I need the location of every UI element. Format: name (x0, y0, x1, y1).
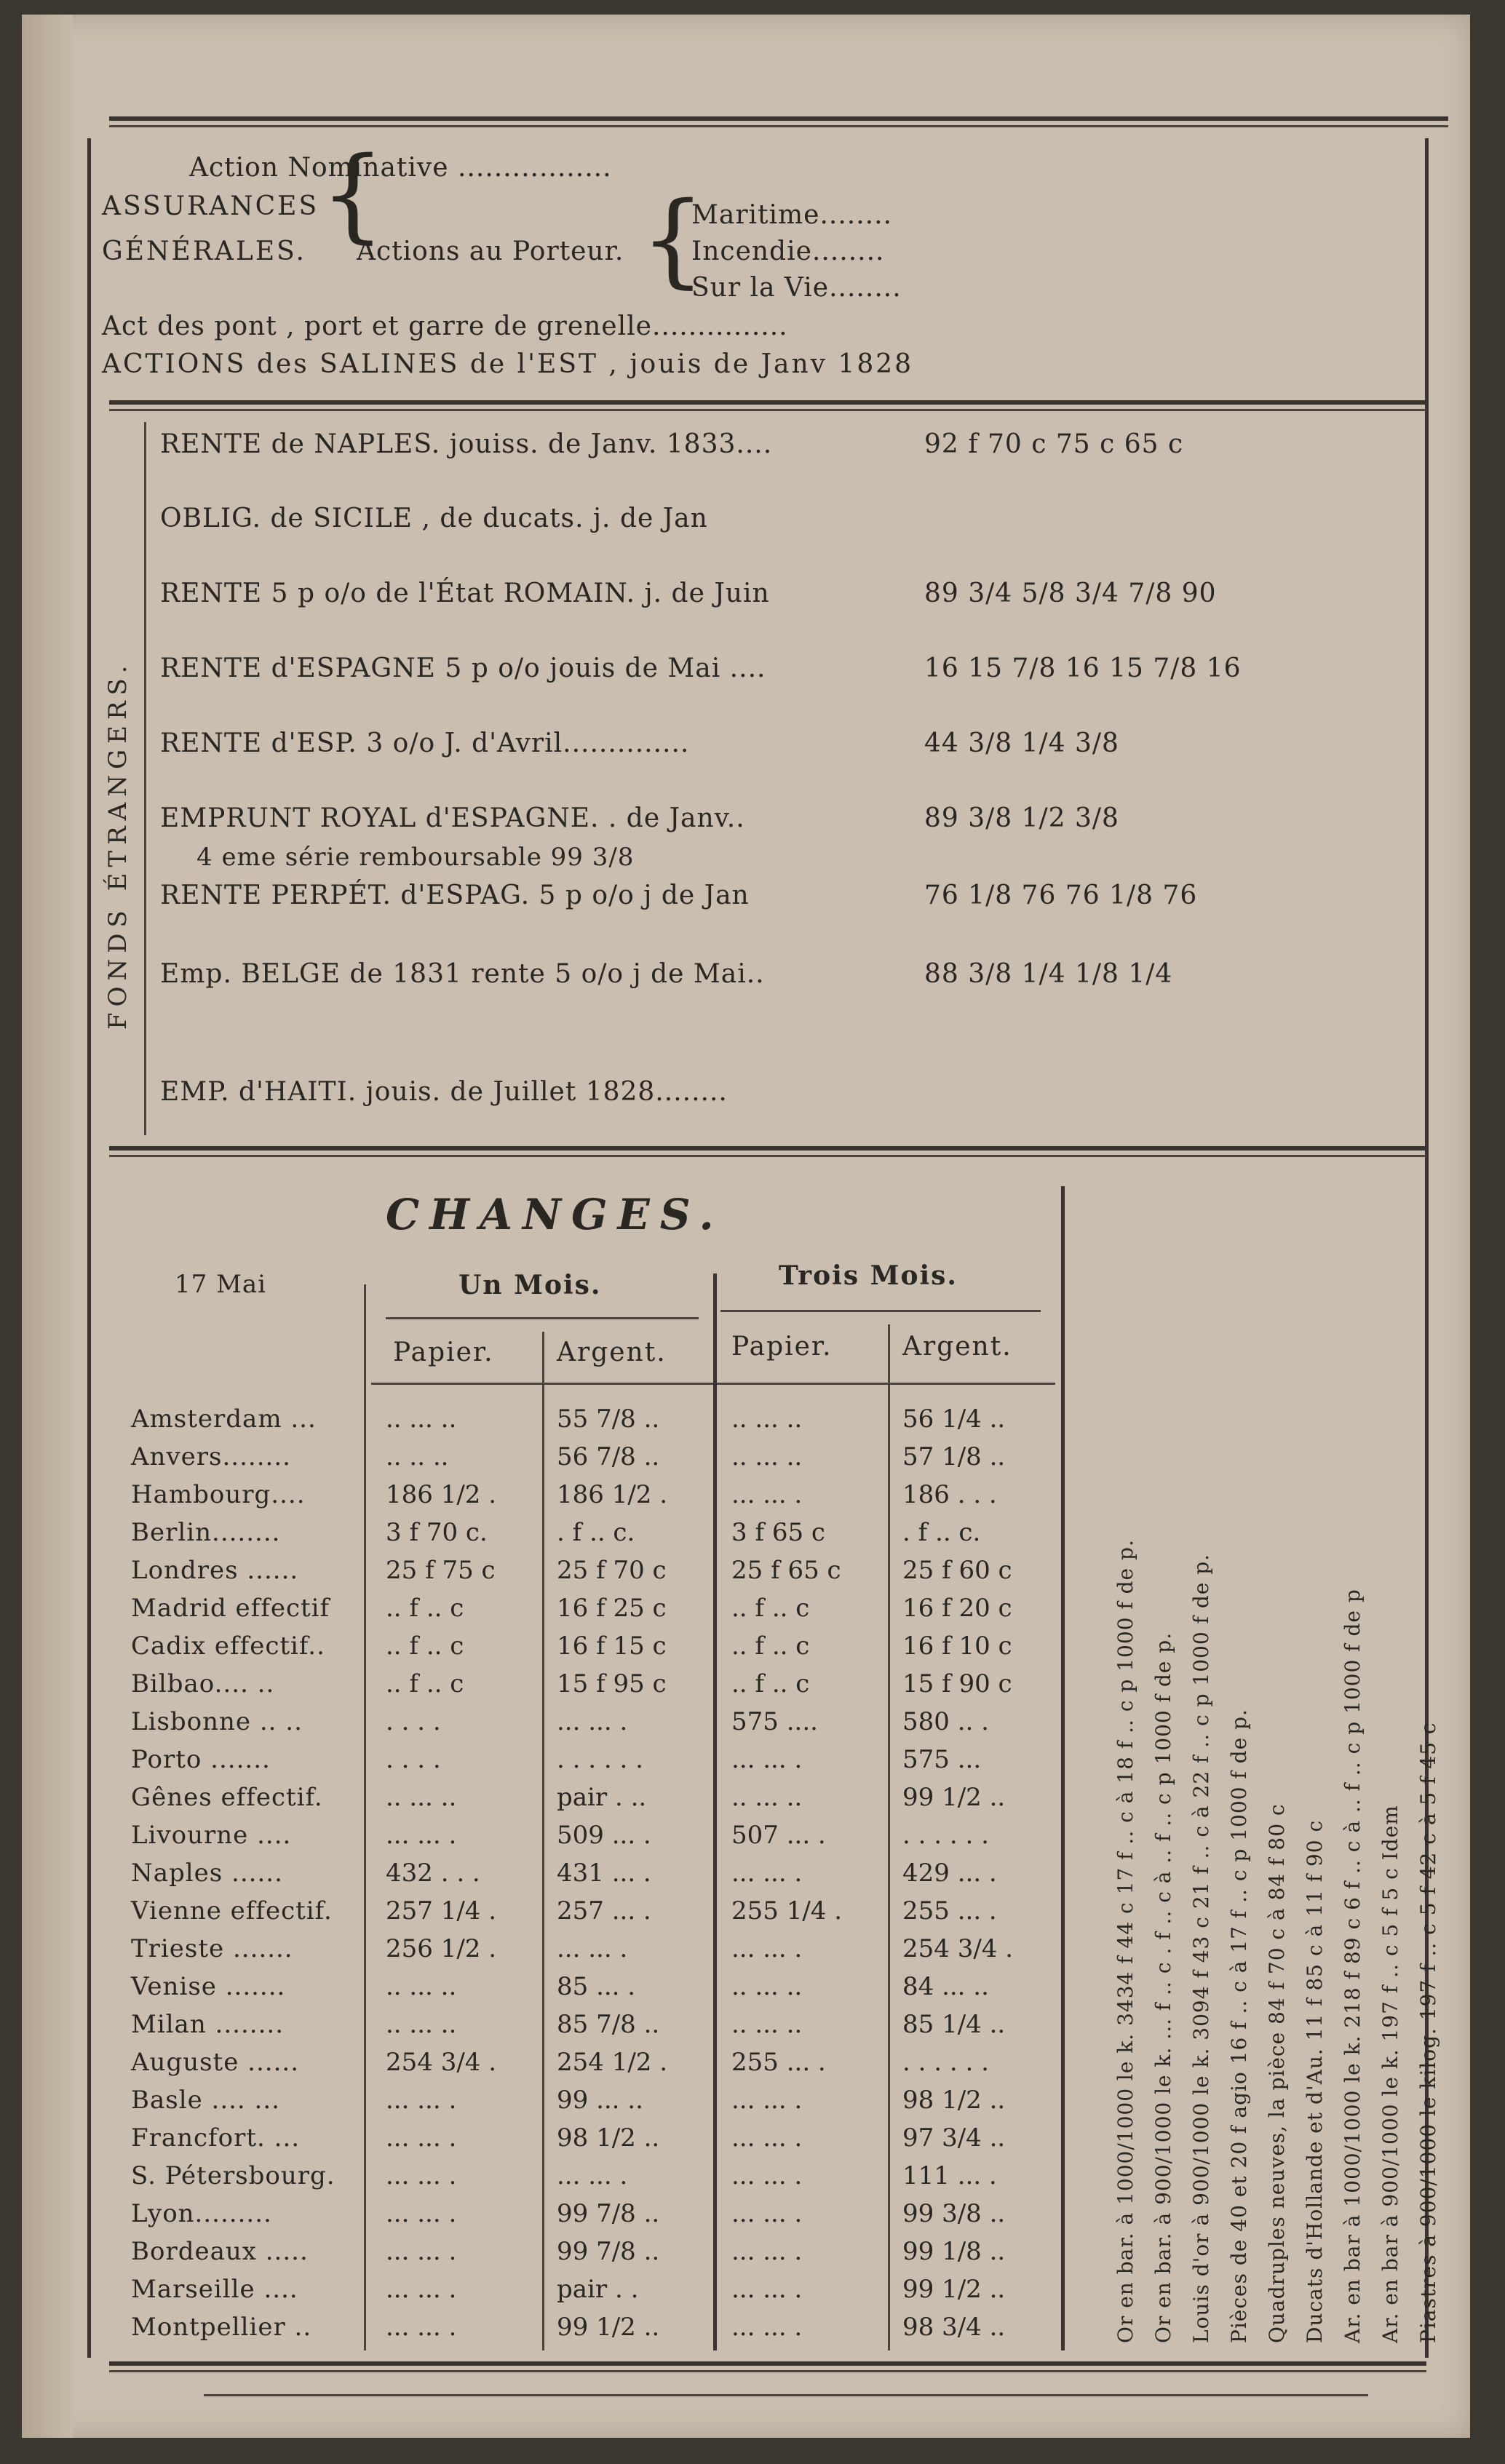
rate-cell-a1: . f .. c. (557, 1518, 635, 1547)
rate-cell-p3: ... ... . (731, 2086, 803, 2115)
rate-cell-a1: 99 ... .. (557, 2086, 643, 2115)
generales-label: GÉNÉRALES. (102, 237, 306, 266)
rate-cell-p1: .. ... .. (386, 1783, 457, 1812)
changes-top-rule-thin (109, 1155, 1426, 1157)
rate-cell-a3: 99 1/2 .. (902, 2275, 1006, 2304)
fonds-row-9: EMP. d'HAITI. jouis. de Juillet 1828........ (160, 1077, 728, 1107)
fonds-top-rule-thin (109, 409, 1426, 411)
fonds-divider (144, 422, 146, 1135)
fonds-row-5: EMPRUNT ROYAL d'ESPAGNE. . de Janv.. (160, 803, 745, 833)
rate-cell-a3: . f .. c. (902, 1518, 981, 1547)
rate-cell-p3: 255 1/4 . (731, 1896, 843, 1926)
top-rule-thin (109, 125, 1448, 127)
top-rule (109, 116, 1448, 121)
rate-cell-p3: ... ... . (731, 2161, 803, 2190)
argent-3-header: Argent. (902, 1332, 1012, 1362)
fonds-val-0: 92 f 70 c 75 c 65 c (924, 429, 1184, 459)
fonds-row-0: RENTE de NAPLES. jouiss. de Janv. 1833.... (160, 429, 773, 459)
rate-cell-a1: 257 ... . (557, 1896, 651, 1926)
pont-line: Act des pont , port et garre de grenelle............... (102, 311, 788, 341)
changes-col-div-0 (364, 1284, 366, 2350)
metal-rate-line: Piastres à 900/1000 le kilog. 197 f .. c 5 f 42 c à 5 f 45 c (1416, 1722, 1440, 2343)
rate-cell-a1: 186 1/2 . (557, 1480, 668, 1509)
fonds-val-4: 44 3/8 1/4 3/8 (924, 728, 1119, 758)
footer-rule (204, 2394, 1368, 2396)
city-name: Milan ........ (131, 2010, 284, 2039)
metal-rate-line: Ar. en bar à 1000/1000 le k. 218 f 89 c 6 f .. c à .. f .. c p 1000 f de p (1341, 1589, 1365, 2343)
rate-cell-a1: 55 7/8 .. (557, 1404, 660, 1434)
rate-cell-p3: ... ... . (731, 2237, 803, 2266)
rate-cell-p1: ... ... . (386, 2313, 457, 2342)
rate-cell-a1: 25 f 70 c (557, 1556, 667, 1585)
fonds-val-5: 89 3/8 1/2 3/8 (924, 803, 1119, 833)
assurances-label: ASSURANCES (102, 191, 319, 221)
rate-cell-p3: 507 ... . (731, 1821, 826, 1850)
city-name: Marseille .... (131, 2275, 298, 2304)
rate-cell-p3: ... ... . (731, 1859, 803, 1888)
city-name: Auguste ...... (131, 2048, 299, 2077)
brace-right: { (640, 180, 706, 299)
sur-la-vie: Sur la Vie........ (691, 273, 902, 303)
rate-cell-a1: 85 ... . (557, 1972, 636, 2001)
city-name: Montpellier .. (131, 2313, 312, 2342)
fonds-side-label: FONDS ÉTRANGERS. (103, 659, 132, 1030)
rate-cell-a3: 99 3/8 .. (902, 2199, 1006, 2228)
rate-cell-p1: 432 . . . (386, 1859, 480, 1888)
fonds-val-2: 89 3/4 5/8 3/4 7/8 90 (924, 579, 1217, 608)
rate-cell-a1: ... ... . (557, 1934, 628, 1963)
rate-cell-p3: ... ... . (731, 1745, 803, 1774)
rate-cell-p3: 3 f 65 c (731, 1518, 825, 1547)
metal-rate-line: Pièces de 40 et 20 f agio 16 f .. c à 17 f .. c p 1000 f de p. (1227, 1709, 1251, 2343)
city-name: Hambourg.... (131, 1480, 306, 1509)
rate-cell-a1: 15 f 95 c (557, 1669, 667, 1698)
rate-cell-p1: .. ... .. (386, 1972, 457, 2001)
city-name: Francfort. ... (131, 2123, 301, 2153)
changes-date: 17 Mai (175, 1270, 267, 1299)
rate-cell-a3: 25 f 60 c (902, 1556, 1012, 1585)
fonds-val-3: 16 15 7/8 16 15 7/8 16 (924, 653, 1242, 683)
city-name: Naples ...... (131, 1859, 283, 1888)
rate-cell-a1: 85 7/8 .. (557, 2010, 660, 2039)
rate-cell-p1: .. f .. c (386, 1632, 464, 1661)
bottom-rule-thin (109, 2370, 1426, 2372)
incendie: Incendie........ (691, 237, 885, 266)
maritime: Maritime........ (691, 200, 893, 230)
rate-cell-a1: 99 7/8 .. (557, 2237, 660, 2266)
fonds-row-4: RENTE d'ESP. 3 o/o J. d'Avril.............. (160, 728, 690, 758)
ledger-page (22, 15, 1470, 2438)
rate-cell-p1: .. .. .. (386, 1442, 449, 1471)
rate-cell-a3: 99 1/8 .. (902, 2237, 1006, 2266)
left-border (87, 138, 91, 2358)
city-name: Bilbao.... .. (131, 1669, 275, 1698)
rate-cell-a1: 509 ... . (557, 1821, 651, 1850)
rate-cell-a3: 111 ... . (902, 2161, 997, 2190)
rate-cell-p3: .. f .. c (731, 1594, 810, 1623)
metal-rate-line: Ar. en bar à 900/1000 le k. 197 f .. c 5 f 5 c Idem (1378, 1805, 1402, 2343)
fonds-row-3: RENTE d'ESPAGNE 5 p o/o jouis de Mai .... (160, 653, 766, 683)
rate-cell-p3: .. ... .. (731, 1442, 803, 1471)
papier-1-header: Papier. (393, 1338, 494, 1367)
metal-rate-line: Ducats d'Hollande et d'Au. 11 f 85 c à 11 f 90 c (1303, 1819, 1327, 2343)
rate-cell-p3: ... ... . (731, 2123, 803, 2153)
rate-cell-a3: 254 3/4 . (902, 1934, 1014, 1963)
rate-cell-p3: .. ... .. (731, 1972, 803, 2001)
changes-col-div-2 (713, 1273, 717, 2350)
city-name: Venise ....... (131, 1972, 286, 2001)
changes-title: CHANGES. (386, 1190, 724, 1239)
changes-col-div-4 (1061, 1186, 1065, 2350)
rate-cell-a1: 98 1/2 .. (557, 2123, 660, 2153)
rate-cell-p1: . . . . (386, 1745, 441, 1774)
action-nominative: Action Nominative ................. (189, 153, 612, 183)
fonds-row-1: OBLIG. de SICILE , de ducats. j. de Jan (160, 504, 708, 533)
rate-cell-a1: pair . .. (557, 1783, 647, 1812)
rate-cell-p1: . . . . (386, 1707, 441, 1736)
rate-cell-a1: pair . . (557, 2275, 639, 2304)
city-name: Cadix effectif.. (131, 1632, 325, 1661)
argent-1-header: Argent. (557, 1338, 667, 1367)
rate-cell-a3: 15 f 90 c (902, 1669, 1012, 1698)
un-mois-header: Un Mois. (458, 1270, 602, 1300)
rate-cell-a3: 56 1/4 .. (902, 1404, 1006, 1434)
changes-col-div-3 (888, 1324, 890, 2350)
fonds-val-8: 88 3/8 1/4 1/8 1/4 (924, 959, 1173, 989)
rate-cell-a1: 99 7/8 .. (557, 2199, 660, 2228)
rate-cell-p1: ... ... . (386, 2161, 457, 2190)
city-name: Amsterdam ... (131, 1404, 317, 1434)
rate-cell-p1: 25 f 75 c (386, 1556, 496, 1585)
bottom-rule (109, 2361, 1426, 2366)
fonds-val-7: 76 1/8 76 76 1/8 76 (924, 881, 1198, 910)
rate-cell-p1: ... ... . (386, 2123, 457, 2153)
rate-cell-p1: .. f .. c (386, 1594, 464, 1623)
papier-3-header: Papier. (731, 1332, 833, 1362)
rate-cell-p1: ... ... . (386, 2237, 457, 2266)
rate-cell-a1: 431 ... . (557, 1859, 651, 1888)
metal-rate-line: Or en bar. à 900/1000 le k. ... f .. c . f .. c à .. f .. c p 1000 f de p. (1151, 1632, 1175, 2343)
rate-cell-p3: ... ... . (731, 1934, 803, 1963)
rate-cell-p3: ... ... . (731, 1480, 803, 1509)
actions-porteur: Actions au Porteur. (357, 237, 624, 266)
rate-cell-p3: .. ... .. (731, 1783, 803, 1812)
rate-cell-p1: ... ... . (386, 2199, 457, 2228)
rate-cell-p1: 186 1/2 . (386, 1480, 497, 1509)
fonds-top-rule (109, 400, 1426, 405)
rate-cell-p3: .. ... .. (731, 1404, 803, 1434)
rate-cell-p3: ... ... . (731, 2199, 803, 2228)
fonds-row-8: Emp. BELGE de 1831 rente 5 o/o j de Mai.. (160, 959, 765, 989)
city-name: Livourne .... (131, 1821, 292, 1850)
city-name: Berlin........ (131, 1518, 281, 1547)
rate-cell-a1: ... ... . (557, 1707, 628, 1736)
trois-mois-swash (720, 1310, 1041, 1312)
rate-cell-a3: 99 1/2 .. (902, 1783, 1006, 1812)
rate-cell-a1: 16 f 25 c (557, 1594, 667, 1623)
changes-top-rule (109, 1146, 1426, 1150)
rate-cell-p3: .. f .. c (731, 1632, 810, 1661)
changes-col-div-1 (542, 1332, 544, 2350)
un-mois-swash (386, 1317, 699, 1319)
rate-cell-p1: 257 1/4 . (386, 1896, 497, 1926)
rate-cell-a1: 16 f 15 c (557, 1632, 667, 1661)
rate-cell-a3: 16 f 10 c (902, 1632, 1012, 1661)
rate-cell-p1: .. f .. c (386, 1669, 464, 1698)
rate-cell-p3: 575 .... (731, 1707, 818, 1736)
rate-cell-p1: 254 3/4 . (386, 2048, 497, 2077)
brace-left: { (320, 135, 386, 254)
metal-rate-line: Or en bar. à 1000/1000 le k. 3434 f 44 c 17 f .. c à 18 f .. c p 1000 f de p. (1113, 1539, 1137, 2343)
fonds-row-2: RENTE 5 p o/o de l'État ROMAIN. j. de Juin (160, 579, 770, 608)
rate-cell-a3: 429 ... . (902, 1859, 997, 1888)
rate-cell-p1: 256 1/2 . (386, 1934, 497, 1963)
city-name: Vienne effectif. (131, 1896, 333, 1926)
rate-cell-a3: 85 1/4 .. (902, 2010, 1006, 2039)
rate-cell-a3: 16 f 20 c (902, 1594, 1012, 1623)
rate-cell-p1: ... ... . (386, 2275, 457, 2304)
rate-cell-a3: 580 .. . (902, 1707, 989, 1736)
city-name: Gênes effectif. (131, 1783, 323, 1812)
page-spine (22, 15, 73, 2438)
city-name: Porto ....... (131, 1745, 271, 1774)
city-name: Lisbonne .. .. (131, 1707, 303, 1736)
metal-rate-line: Louis d'or à 900/1000 le k. 3094 f 43 c 21 f .. c à 22 f .. c p 1000 f de p. (1189, 1553, 1213, 2343)
city-name: Basle .... ... (131, 2086, 280, 2115)
rate-cell-a1: . . . . . . (557, 1745, 643, 1774)
city-name: Lyon......... (131, 2199, 272, 2228)
city-name: Madrid effectif (131, 1594, 330, 1623)
rate-cell-a3: . . . . . . (902, 1821, 989, 1850)
rate-cell-a1: ... ... . (557, 2161, 628, 2190)
rate-cell-p3: .. ... .. (731, 2010, 803, 2039)
rate-cell-p3: ... ... . (731, 2275, 803, 2304)
fonds-row-6: 4 eme série remboursable 99 3/8 (196, 843, 635, 872)
rate-cell-a3: 57 1/8 .. (902, 1442, 1006, 1471)
rate-cell-a3: 84 ... .. (902, 1972, 989, 2001)
metal-rate-line: Quadruples neuves, la pièce 84 f 70 c à 84 f 80 c (1265, 1803, 1289, 2343)
rate-cell-a1: 56 7/8 .. (557, 1442, 660, 1471)
rate-cell-a3: 186 . . . (902, 1480, 997, 1509)
rate-cell-p3: .. f .. c (731, 1669, 810, 1698)
city-name: Londres ...... (131, 1556, 299, 1585)
city-name: Bordeaux ..... (131, 2237, 309, 2266)
salines-line: ACTIONS des SALINES de l'EST , jouis de Janv 1828 (102, 349, 914, 379)
rate-cell-a3: 97 3/4 .. (902, 2123, 1006, 2153)
rate-cell-a3: 255 ... . (902, 1896, 997, 1926)
rate-cell-p1: ... ... . (386, 1821, 457, 1850)
rate-cell-a1: 99 1/2 .. (557, 2313, 660, 2342)
rate-cell-p3: 25 f 65 c (731, 1556, 841, 1585)
rate-cell-p3: ... ... . (731, 2313, 803, 2342)
city-name: S. Pétersbourg. (131, 2161, 335, 2190)
rate-cell-p1: 3 f 70 c. (386, 1518, 488, 1547)
rate-cell-p1: ... ... . (386, 2086, 457, 2115)
city-name: Trieste ....... (131, 1934, 293, 1963)
rate-cell-a3: . . . . . . (902, 2048, 989, 2077)
rate-cell-a3: 575 ... (902, 1745, 982, 1774)
rate-cell-p1: .. ... .. (386, 1404, 457, 1434)
rate-cell-a3: 98 1/2 .. (902, 2086, 1006, 2115)
fonds-row-7: RENTE PERPÉT. d'ESPAG. 5 p o/o j de Jan (160, 881, 750, 910)
trois-mois-header: Trois Mois. (779, 1260, 958, 1291)
rate-cell-a3: 98 3/4 .. (902, 2313, 1006, 2342)
city-name: Anvers........ (131, 1442, 291, 1471)
rate-cell-p1: .. ... .. (386, 2010, 457, 2039)
rate-cell-a1: 254 1/2 . (557, 2048, 668, 2077)
rate-cell-p3: 255 ... . (731, 2048, 826, 2077)
